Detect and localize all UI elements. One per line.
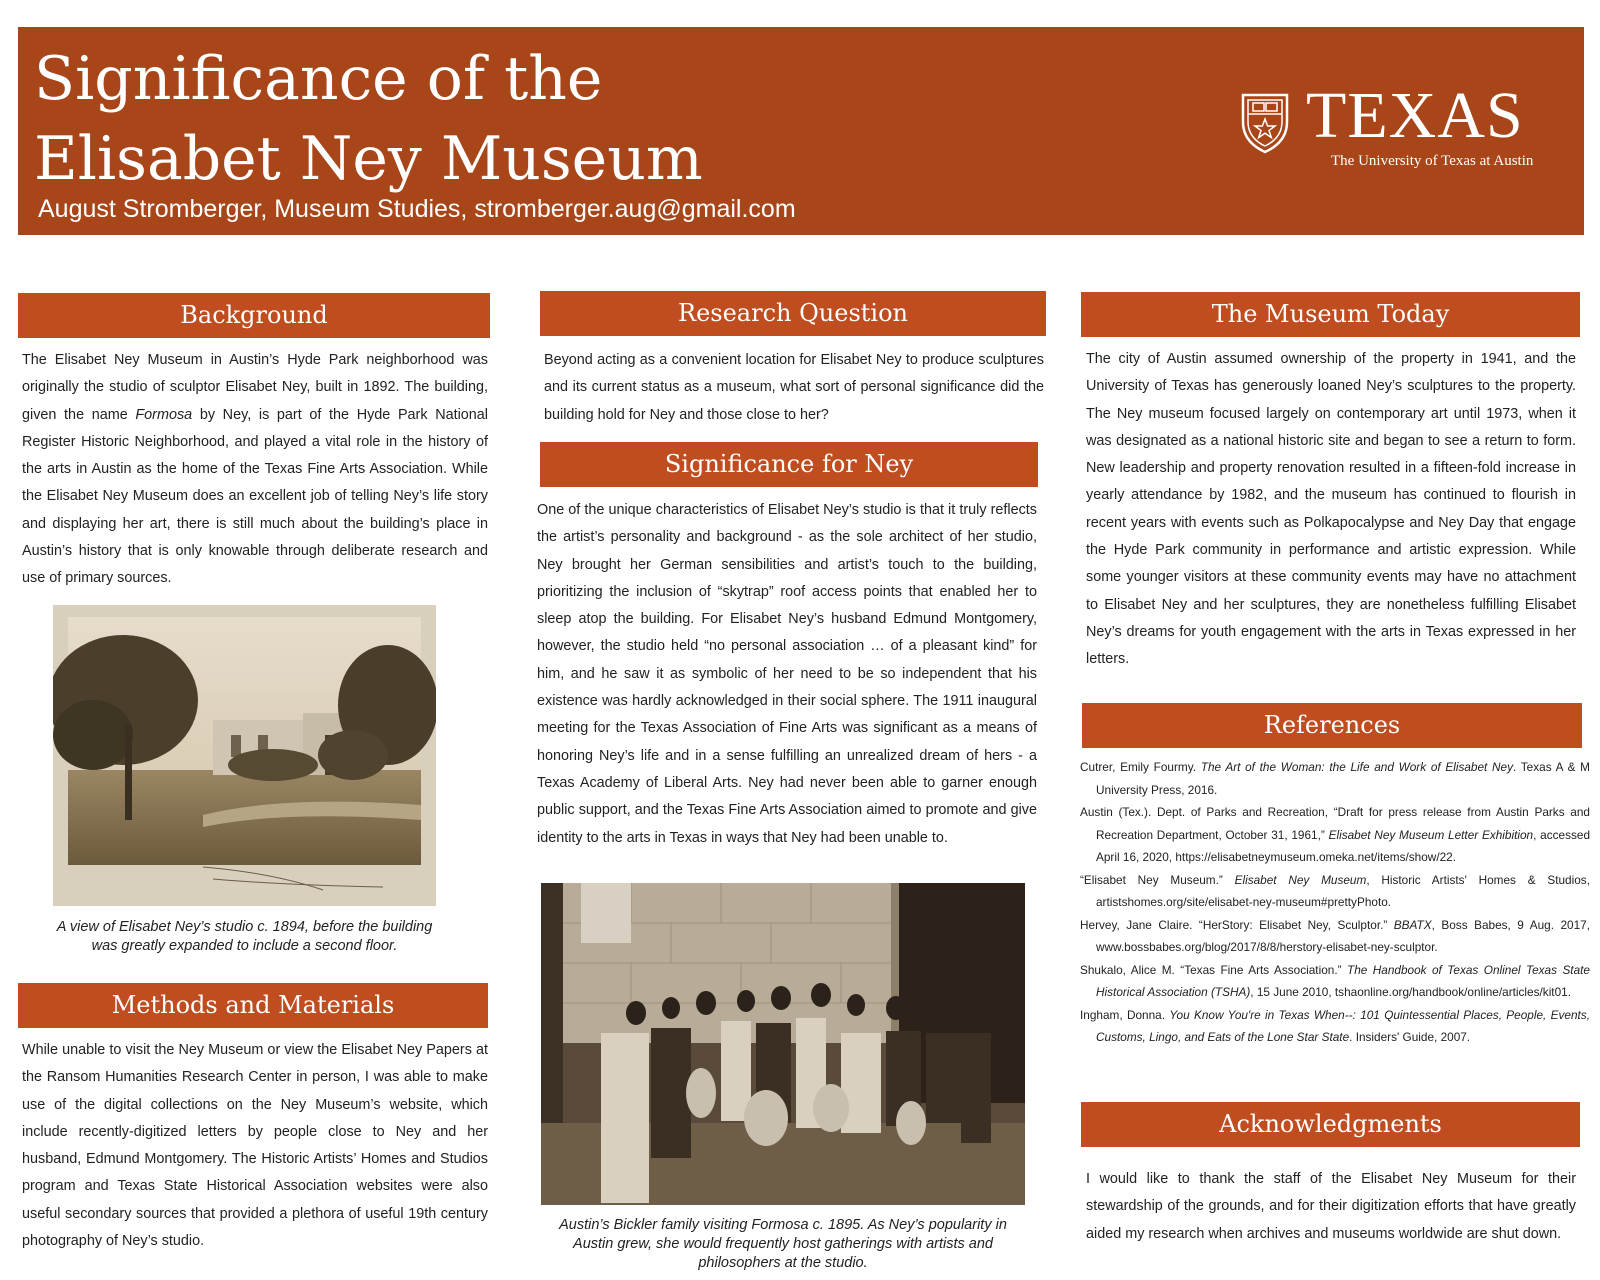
family-photo-caption: Austin’s Bickler family visiting Formosa c. 1895. As Ney’s popularity in Austin grew, she would frequently host gatherings with artists and philosophers at the studio. (559, 1217, 1007, 1271)
references-heading: References (1082, 703, 1582, 748)
studio-photo (53, 605, 436, 906)
poster-header (18, 27, 1584, 235)
reference-title: The Handbook of Texas Onlinel Texas State Historical Association (TSHA) (1096, 962, 1590, 999)
references-list (1080, 756, 1590, 1049)
reference-text: , 15 June 2010, tshaonline.org/handbook/online/articles/kit01. (1250, 985, 1571, 999)
reference-text: Shukalo, Alice M. “Texas Fine Arts Association.” (1080, 962, 1347, 977)
author-line: August Stromberger, Museum Studies, stromberger.aug@gmail.com (38, 195, 796, 223)
methods-heading: Methods and Materials (18, 983, 488, 1028)
logo-wordmark: TEXAS (1306, 79, 1524, 152)
ut-shield-icon (1240, 92, 1290, 154)
reference-title: You Know You're in Texas When--: 101 Quintessential Places, People, Events, Customs, Lingo, and Eats of the Lone Star State (1096, 1007, 1590, 1044)
museum-today-text: The city of Austin assumed ownership of the property in 1941, and the University of Texas has generously loaned Ney’s sculptures to the property. The Ney museum focused largely on contemporary art until 1973, when it was designated as a national historic site and began to see a return to form. New leadership and property renovation resulted in a fifteen-fold increase in yearly attendance by 1982, and the museum has continued to flourish in recent years with events such as Polkapocalypse and Ney Day that engage the Hyde Park community in performance and artistic expression. While some younger visitors at these community events may have no attachment to Elisabet Ney and her sculptures, they are nonetheless fulfilling Elisabet Ney’s dreams for youth engagement with the arts in Texas expressed in her letters. (1086, 351, 1576, 668)
significance-text: One of the unique characteristics of Elisabet Ney’s studio is that it truly reflects the artist’s personality and background - as the sole architect of her studio, Ney brought her German sensibilities and artist’s touch to the building, prioritizing the inclusion of “skytrap” roof access points that enabled her to sleep atop the building. For Elisabet Ney’s husband Edmund Montgomery, however, the studio held “no personal association … of a pleasant kind” for him, and he saw it as symbolic of her need to be so independent that his existence was hardly acknowledged in their social sphere. The 1911 inaugural meeting for the Texas Association of Fine Arts was significant as a means of honoring Ney’s life and in a sense fulfilling an unrealized dream of hers - a Texas Academy of Liberal Arts. Ney had never been able to garner enough public support, and the Texas Fine Arts Association aimed to promote and give identity to the arts in Texas in ways that Ney had been unable to. (537, 502, 1037, 846)
methods-text: While unable to visit the Ney Museum or view the Elisabet Ney Papers at the Ransom Humanities Research Center in person, I was able to make use of the digital collections on the Ney Museum’s website, which include recently-digitized letters by people close to Ney and her husband, Edmund Montgomery. The Historic Artists’ Homes and Studios program and Texas State Historical Association websites were also useful secondary sources that provided a plethora of useful 19th century photography of Ney’s studio. (22, 1042, 488, 1250)
reference-item (1080, 869, 1590, 914)
reference-item (1080, 801, 1590, 869)
reference-text: , accessed April 16, 2020, https://elisabetneymuseum.omeka.net/items/show/22. (1096, 827, 1590, 864)
background-text-em: Formosa (135, 406, 193, 423)
reference-text: Cutrer, Emily Fourmy. (1080, 760, 1201, 774)
reference-title: Elisabet Ney Museum Letter Exhibition (1328, 827, 1534, 842)
reference-item (1080, 1004, 1590, 1049)
research-question-text: Beyond acting as a convenient location for Elisabet Ney to produce sculptures and its current status as a museum, what sort of personal significance did the building hold for Ney and those close to her? (544, 352, 1044, 423)
reference-title: BBATX (1393, 917, 1432, 932)
research-question-heading: Research Question (540, 291, 1046, 336)
poster-title-line-2: Elisabet Ney Museum (34, 124, 703, 194)
reference-text: , Historic Artists' Homes & Studios, artistshomes.org/site/elisabet-ney-museum#prettyPhoto. (1096, 872, 1590, 909)
background-text-b: by Ney, is part of the Hyde Park National Register Historic Neighborhood, and played a vital role in the history of the arts in Austin as the home of the Texas Fine Arts Association. While the Elisabet Ney Museum does an excellent job of telling Ney’s life story and displaying her art, there is still much about the building’s place in Austin’s history that is only knowable through deliberate research and use of primary sources. (22, 406, 488, 587)
reference-text: “Elisabet Ney Museum.” (1080, 872, 1235, 887)
background-heading: Background (18, 293, 490, 338)
reference-title: The Art of the Woman: the Life and Work of Elisabet Ney (1200, 760, 1514, 774)
logo-subtitle: The University of Texas at Austin (1331, 153, 1534, 169)
reference-item (1080, 914, 1590, 959)
background-text (22, 347, 488, 593)
acknowledgments-heading: Acknowledgments (1081, 1102, 1580, 1147)
studio-photo-caption: A view of Elisabet Ney’s studio c. 1894, before the building was greatly expanded to include a second floor. (56, 919, 433, 954)
reference-text: . Insiders' Guide, 2007. (1349, 1030, 1471, 1044)
reference-text: Hervey, Jane Claire. “HerStory: Elisabet Ney, Sculptor.” (1080, 917, 1394, 932)
reference-text: Austin (Tex.). Dept. of Parks and Recreation, “Draft for press release from Austin Parks and Recreation Department, October 31, 1961,” (1080, 805, 1590, 842)
reference-text: . Texas A & M University Press, 2016. (1096, 760, 1590, 797)
acknowledgments-text: I would like to thank the staff of the Elisabet Ney Museum for their stewardship of the grounds, and for their digitization efforts that have greatly aided my research when archives and museums worldwide are shut down. (1086, 1171, 1576, 1242)
reference-item (1080, 756, 1590, 801)
background-text-a: The Elisabet Ney Museum in Austin’s Hyde Park neighborhood was originally the studio of sculptor Elisabet Ney, built in 1892. The building, given the name (22, 352, 488, 423)
museum-today-heading: The Museum Today (1081, 292, 1580, 337)
ut-logo (1240, 79, 1540, 180)
reference-item (1080, 959, 1590, 1004)
poster-title-line-1: Significance of the (34, 44, 603, 114)
reference-text: , Boss Babes, 9 Aug. 2017, www.bossbabes.org/blog/2017/8/8/herstory-elisabet-ney-sculptor. (1096, 917, 1590, 954)
significance-heading: Significance for Ney (540, 442, 1038, 487)
reference-title: Elisabet Ney Museum (1234, 872, 1367, 887)
reference-text: Ingham, Donna. (1080, 1007, 1170, 1022)
family-photo (541, 883, 1025, 1205)
